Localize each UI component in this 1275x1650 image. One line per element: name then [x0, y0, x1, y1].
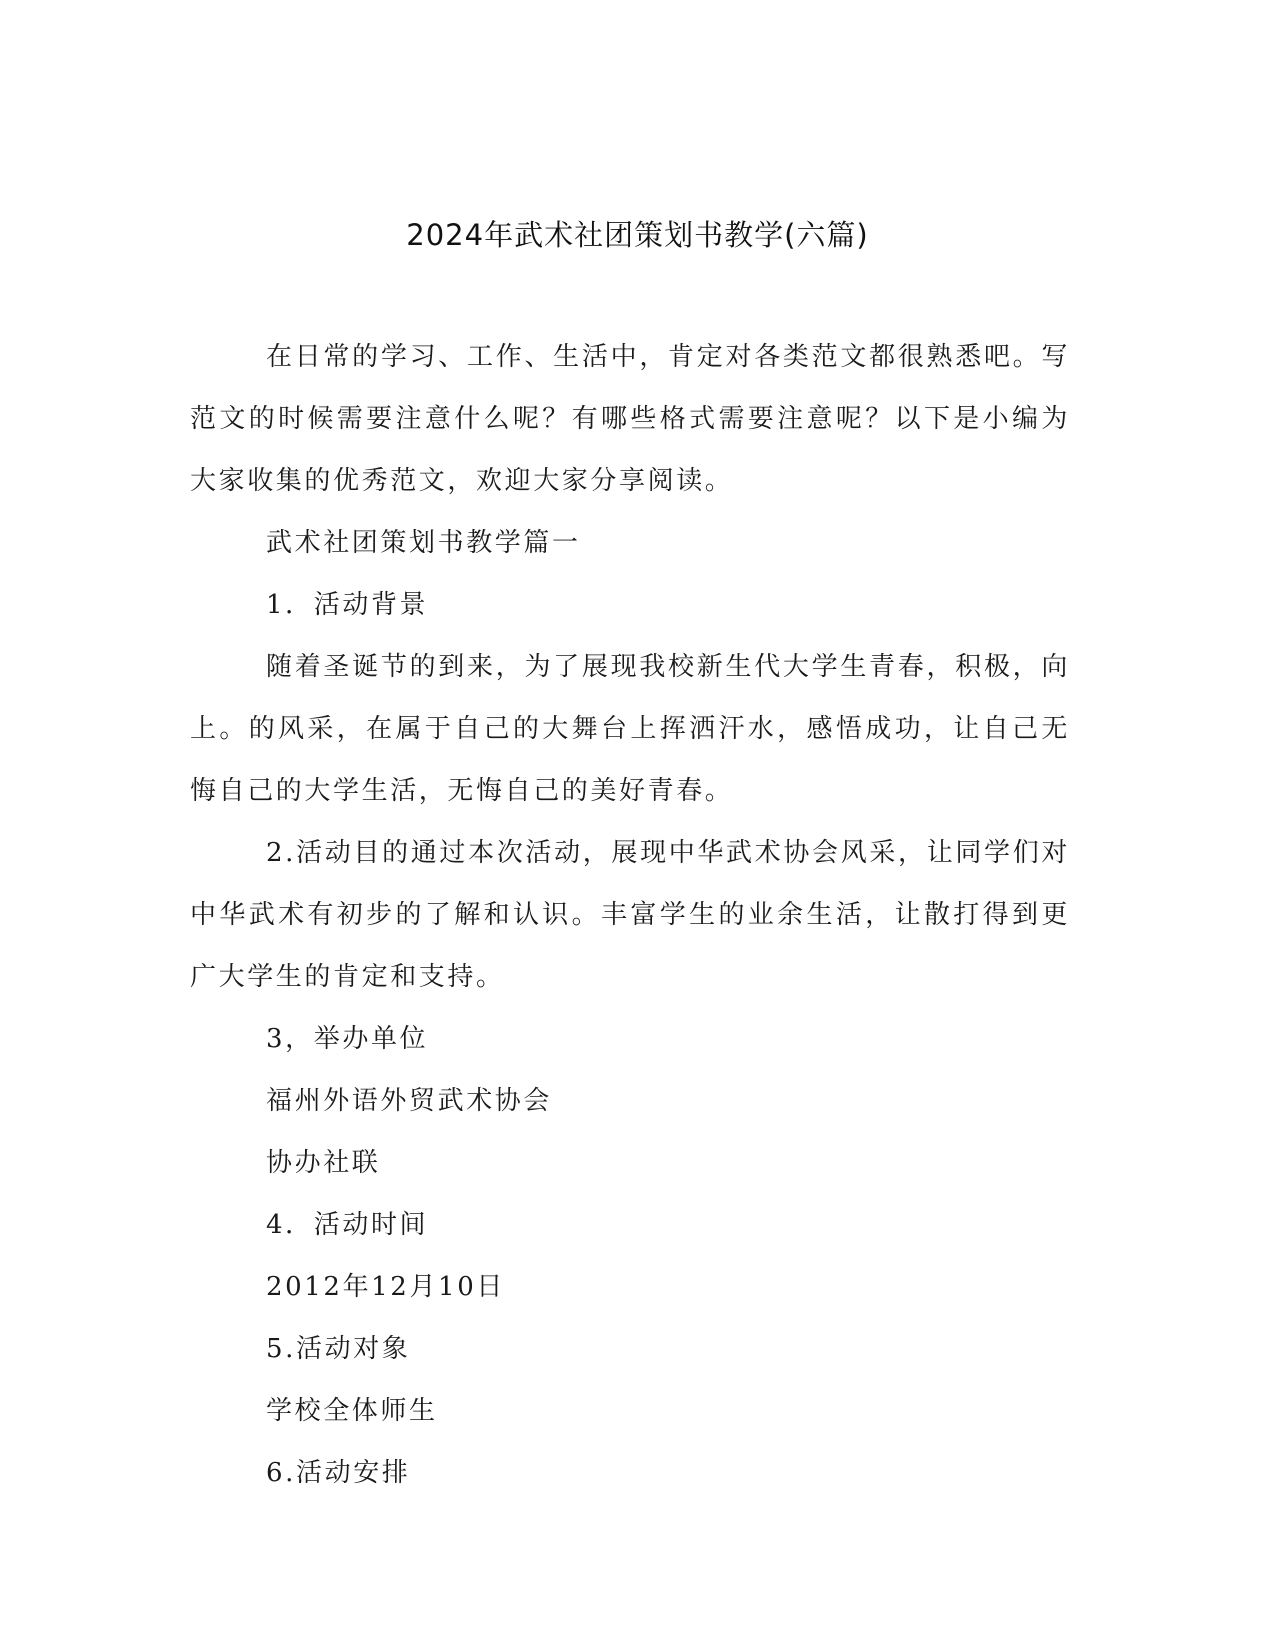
audience-line: 学校全体师生	[266, 1396, 438, 1426]
document-body	[190, 326, 1070, 1504]
item-heading-audience: 5.活动对象	[266, 1334, 411, 1364]
item-heading-time: 4．活动时间	[266, 1210, 429, 1240]
section-heading: 武术社团策划书教学篇一	[266, 528, 581, 558]
item-heading-arrangement: 6.活动安排	[266, 1458, 411, 1488]
document-title: 2024年武术社团策划书教学(六篇)	[406, 218, 869, 252]
purpose-paragraph: 2.活动目的通过本次活动，展现中华武术协会风采，让同学们对中华武术有初步的了解和认识。丰富学生的业余生活，让散打得到更广大学生的肯定和支持。	[190, 838, 1070, 992]
background-paragraph: 随着圣诞节的到来，为了展现我校新生代大学生青春，积极，向上。的风采，在属于自己的大舞台上挥洒汗水，感悟成功，让自己无悔自己的大学生活，无悔自己的美好青春。	[190, 652, 1070, 806]
item-heading-organizer: 3，举办单位	[266, 1024, 429, 1054]
date-line: 2012年12月10日	[266, 1272, 505, 1302]
organizer-line: 福州外语外贸武术协会	[266, 1086, 553, 1116]
item-heading-background: 1．活动背景	[266, 590, 429, 620]
co-organizer-line: 协办社联	[266, 1148, 381, 1178]
intro-paragraph: 在日常的学习、工作、生活中，肯定对各类范文都很熟悉吧。写范文的时候需要注意什么呢？有哪些格式需要注意呢？以下是小编为大家收集的优秀范文，欢迎大家分享阅读。	[190, 342, 1070, 496]
